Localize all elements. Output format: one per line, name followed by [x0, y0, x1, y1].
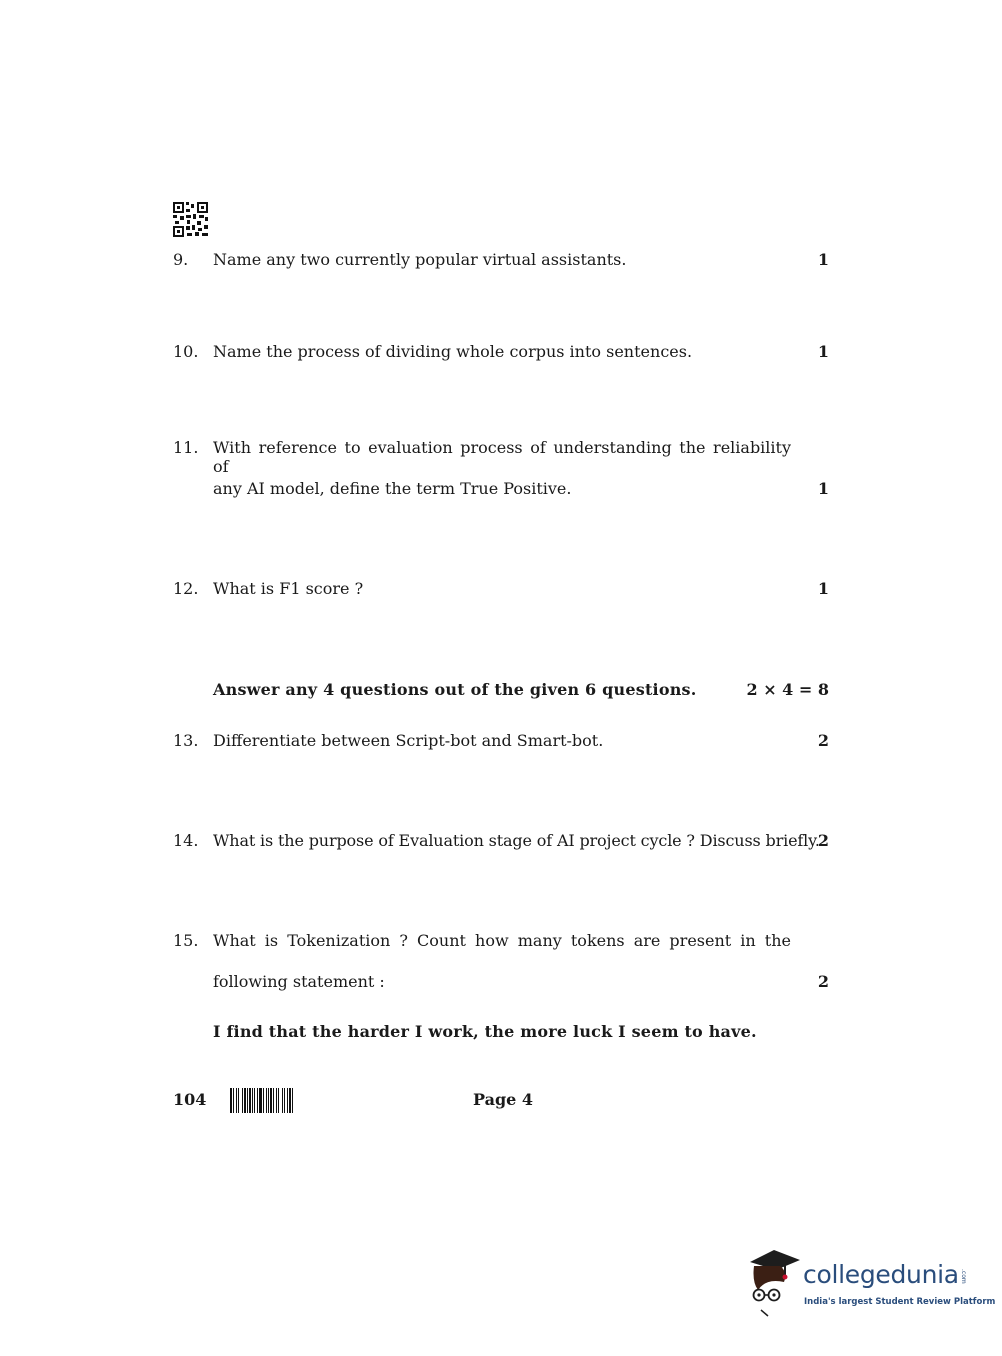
question-text: Name any two currently popular virtual assistants. [213, 250, 627, 269]
question-text-continued: any AI model, define the term True Positive. [213, 479, 572, 498]
question-text: Name the process of dividing whole corpus into sentences. [213, 342, 693, 361]
question-number: 15. [173, 931, 199, 950]
section-instruction: Answer any 4 questions out of the given 6 questions. [213, 680, 697, 699]
question-number: 13. [173, 731, 199, 750]
question-marks: 1 [817, 342, 829, 361]
question-marks: 2 [817, 731, 829, 750]
brand-tagline: India's largest Student Review Platform [804, 1297, 996, 1307]
question-text: What is F1 score ? [213, 579, 364, 598]
barcode [230, 1088, 331, 1113]
question-marks: 2 [817, 831, 829, 850]
question-number: 9. [173, 250, 189, 269]
question-marks: 1 [817, 250, 829, 269]
qr-code [172, 201, 209, 238]
question-text: With reference to evaluation process of understanding the reliability of [213, 438, 791, 476]
question-text: What is the purpose of Evaluation stage of AI project cycle ? Discuss briefly. [213, 831, 820, 850]
question-number: 12. [173, 579, 199, 598]
question-text-continued: following statement : [213, 972, 385, 991]
question-number: 10. [173, 342, 199, 361]
section-marks: 2 × 4 = 8 [746, 680, 829, 699]
question-marks: 2 [817, 972, 829, 991]
page-number: Page 4 [473, 1090, 534, 1109]
question-text: Differentiate between Script-bot and Smart-bot. [213, 731, 604, 750]
question-marks: 1 [817, 479, 829, 498]
question-number: 11. [173, 438, 199, 457]
tokenization-statement: I find that the harder I work, the more luck I seem to have. [213, 1022, 757, 1041]
paper-code: 104 [173, 1090, 207, 1109]
question-number: 14. [173, 831, 199, 850]
mascot-logo-icon [744, 1248, 802, 1320]
brand-name: collegedunia [803, 1260, 959, 1289]
question-text: What is Tokenization ? Count how many tokens are present in the [213, 931, 791, 950]
brand-suffix: .com [960, 1269, 967, 1284]
question-marks: 1 [817, 579, 829, 598]
